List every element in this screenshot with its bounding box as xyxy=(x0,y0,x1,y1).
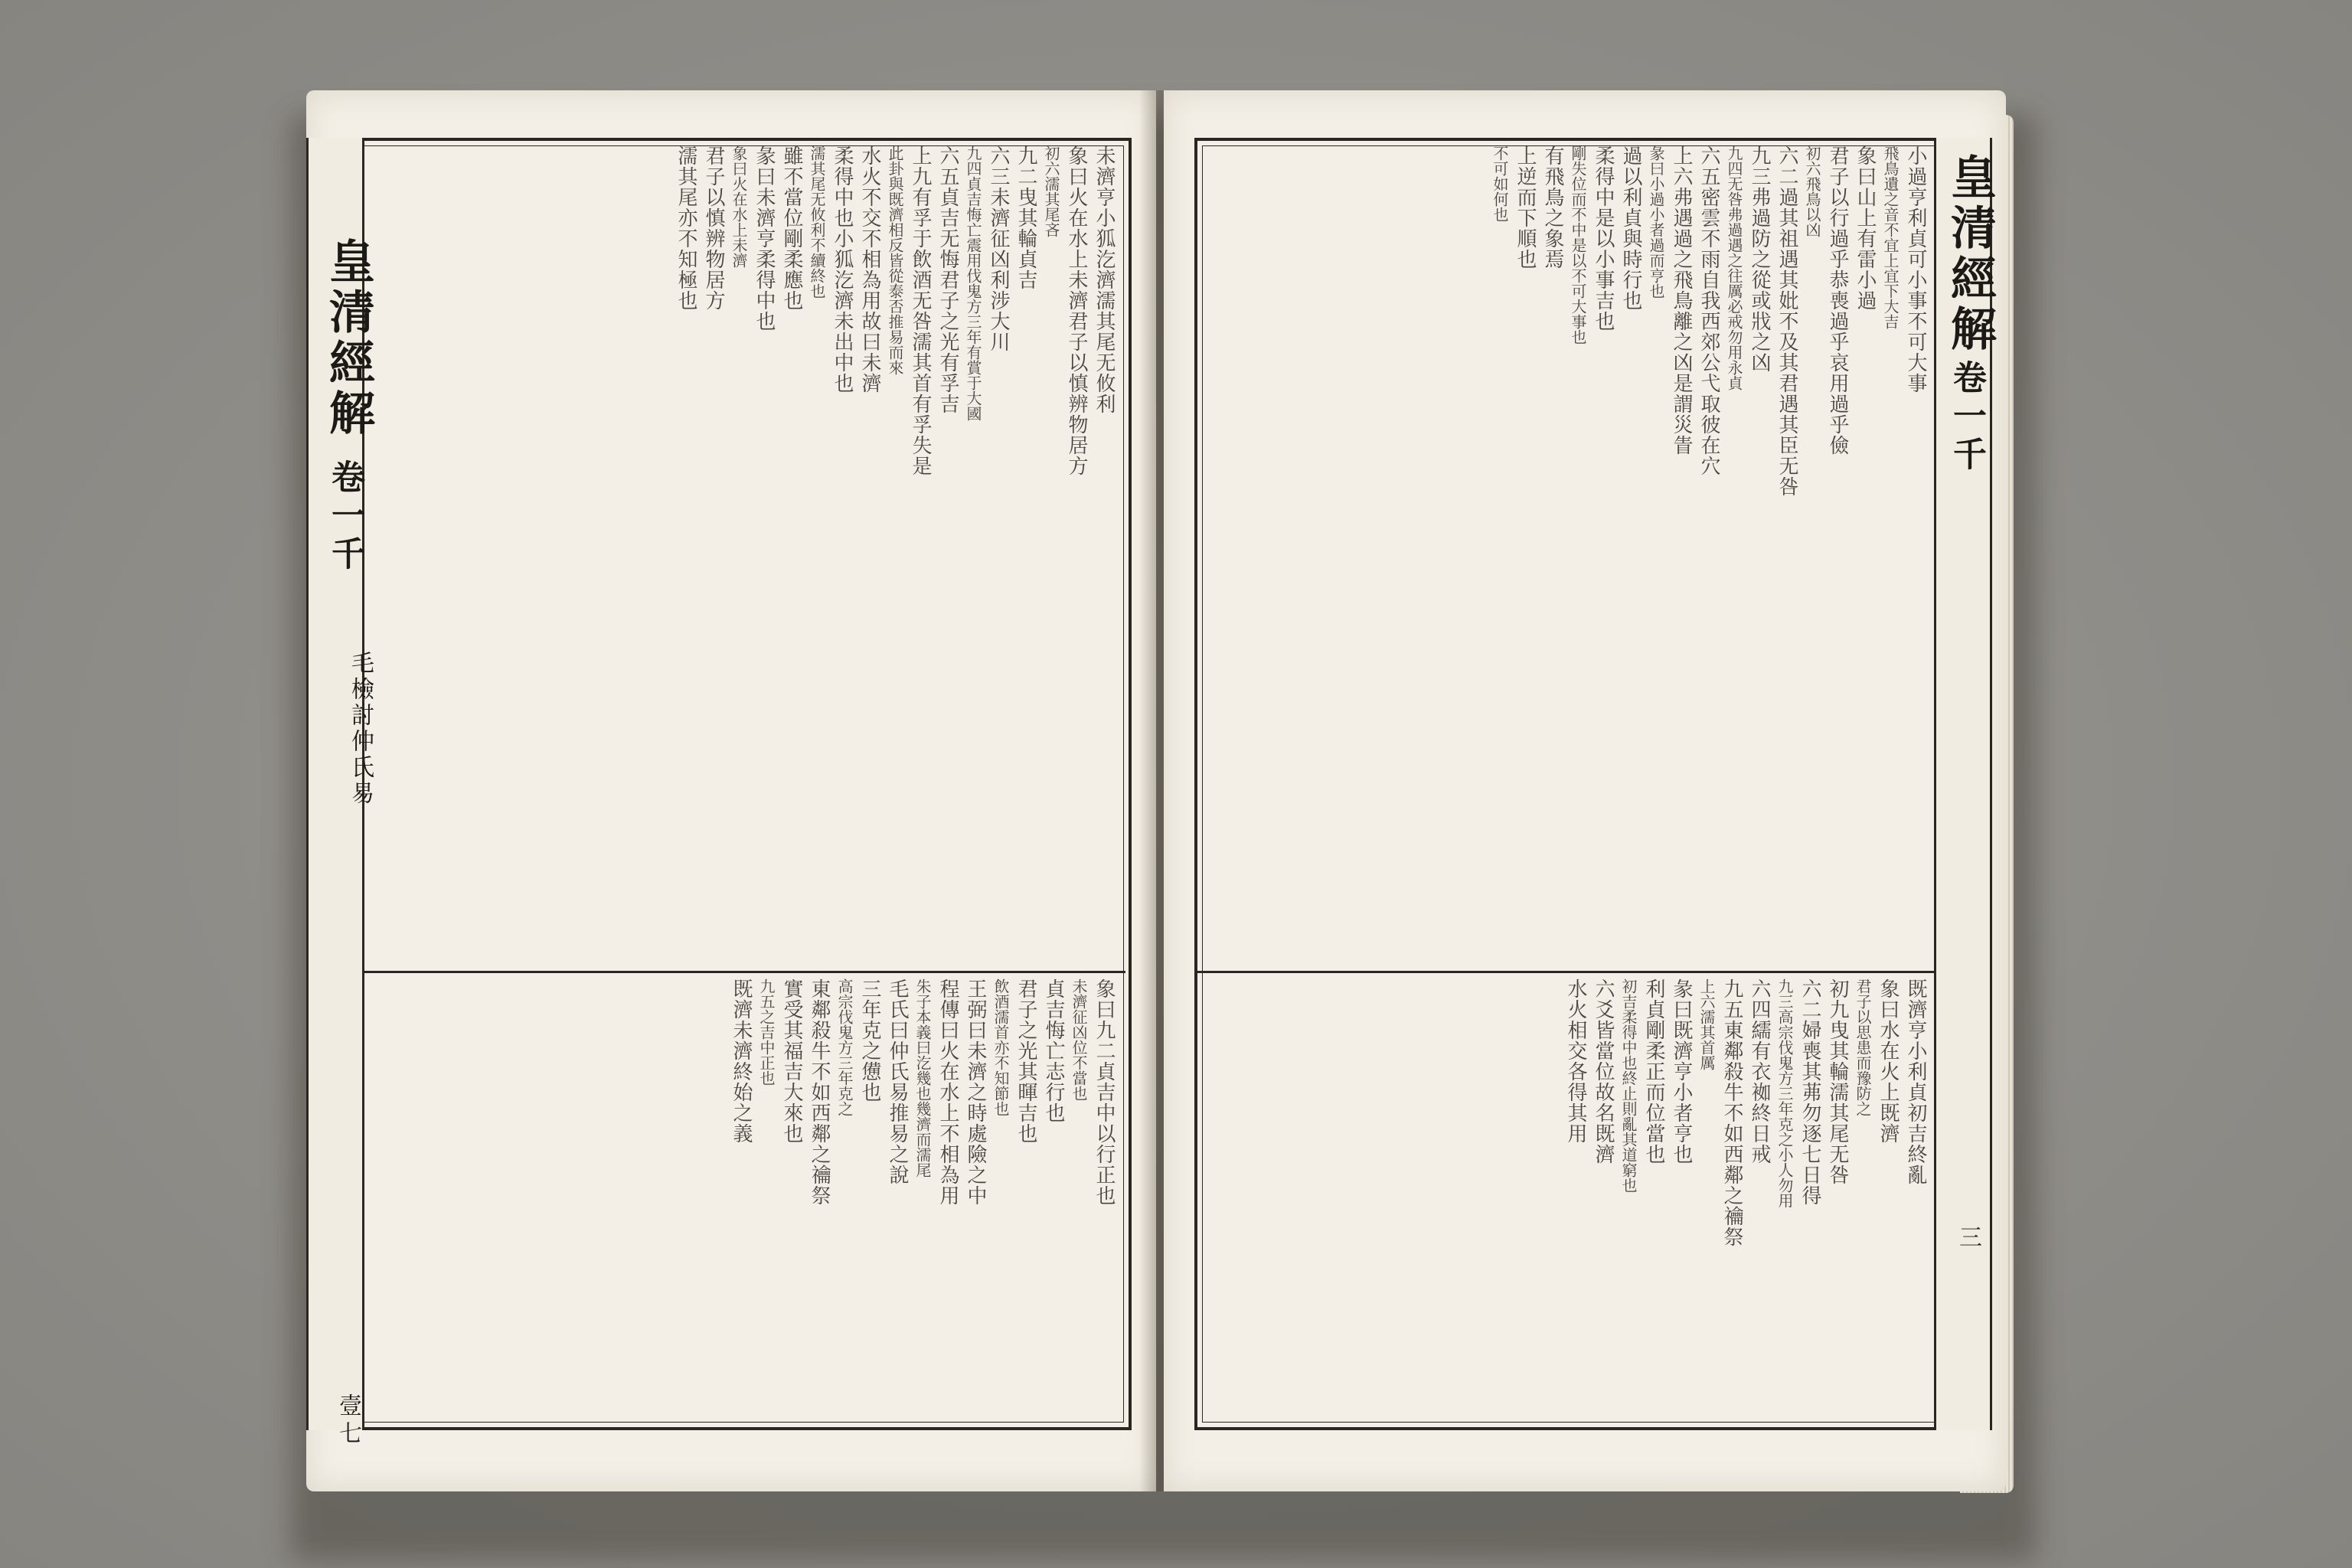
text-column: 初吉柔得中也終止則亂其道窮也 xyxy=(1619,978,1638,1193)
left-author-line: 毛檢討仲氏易 xyxy=(347,651,374,807)
text-column: 不可如何也 xyxy=(1491,145,1509,222)
text-column: 彖曰既濟亨小者亨也 xyxy=(1670,978,1693,1165)
text-column: 象曰九二貞吉中以行正也 xyxy=(1093,978,1116,1206)
text-column: 利貞剛柔正而位當也 xyxy=(1642,978,1665,1165)
text-column: 貞吉悔亡志行也 xyxy=(1042,978,1065,1123)
text-column: 三年克之憊也 xyxy=(858,978,881,1102)
right-upper-text-block xyxy=(1206,145,1929,965)
text-column: 九四无咎弗過遇之往厲必戒勿用永貞 xyxy=(1725,145,1743,390)
text-column: 君子以思患而豫防之 xyxy=(1854,978,1872,1116)
text-column: 初六濡其尾吝 xyxy=(1042,145,1060,237)
text-column: 六五密雲不雨自我西郊公弋取彼在穴 xyxy=(1697,145,1720,476)
left-lower-text-block xyxy=(375,978,1118,1419)
text-column: 六五貞吉无悔君子之光有孚吉 xyxy=(936,145,959,414)
text-column: 彖曰未濟亨柔得中也 xyxy=(753,145,776,332)
text-column: 六四繻有衣袽終日戒 xyxy=(1748,978,1771,1165)
text-column: 飲酒濡首亦不知節也 xyxy=(991,978,1010,1116)
text-column: 九三高宗伐鬼方三年克之小人勿用 xyxy=(1775,978,1794,1208)
text-column: 柔得中也小狐汔濟未出中也 xyxy=(831,145,854,394)
text-column: 濡其尾无攸利不續終也 xyxy=(808,145,826,299)
text-column: 柔得中是以小事吉也 xyxy=(1592,145,1615,332)
text-column: 六二婦喪其茀勿逐七日得 xyxy=(1798,978,1821,1206)
text-column: 君子之光其暉吉也 xyxy=(1014,978,1037,1144)
text-column: 水火不交不相為用故曰未濟 xyxy=(858,145,881,394)
text-column: 六三未濟征凶利涉大川 xyxy=(987,145,1010,352)
text-column: 程傳曰火在水上不相為用 xyxy=(936,978,959,1206)
text-column: 實受其福吉大來也 xyxy=(780,978,803,1144)
text-column: 君子以行過乎恭喪過乎哀用過乎儉 xyxy=(1826,145,1849,456)
left-upper-text-block xyxy=(375,145,1118,965)
text-column: 朱子本義曰汔幾也幾濟而濡尾 xyxy=(913,978,932,1178)
text-column: 濡其尾亦不知極也 xyxy=(675,145,697,311)
text-column: 王弼曰未濟之時處險之中 xyxy=(964,978,987,1206)
left-page-number: 壹七 xyxy=(335,1393,361,1449)
text-column: 初六飛鳥以凶 xyxy=(1803,145,1821,237)
text-column: 六爻皆當位故名既濟 xyxy=(1592,978,1615,1165)
right-lower-text-block xyxy=(1206,978,1929,1419)
text-column: 九三弗過防之從或戕之凶 xyxy=(1748,145,1771,373)
text-column: 未濟亨小狐汔濟濡其尾无攸利 xyxy=(1093,145,1116,414)
text-column: 象曰水在火上既濟 xyxy=(1877,978,1900,1144)
text-column: 水火相交各得其用 xyxy=(1564,978,1587,1144)
right-page-divider xyxy=(1197,971,1975,973)
text-column: 上六弗遇過之飛鳥離之凶是謂災眚 xyxy=(1670,145,1693,456)
text-column: 飛鳥遺之音不宜上宜下大吉 xyxy=(1881,145,1900,329)
text-column: 上九有孚于飲酒无咎濡其首有孚失是 xyxy=(909,145,932,476)
right-page-number: 三 xyxy=(1955,1225,1981,1253)
right-spine-title: 皇清經解 xyxy=(1943,153,1997,355)
text-column: 剛失位而不中是以不可大事也 xyxy=(1569,145,1587,345)
text-column: 象曰山上有雷小過 xyxy=(1854,145,1877,311)
left-page-divider xyxy=(340,971,1125,973)
left-spine-volume: 卷一千 xyxy=(325,459,364,574)
left-spine-title: 皇清經解 xyxy=(322,237,375,439)
text-column: 此卦與既濟相反皆從泰否推易而來 xyxy=(886,145,904,375)
text-column: 既濟未濟終始之義 xyxy=(730,978,753,1144)
text-column: 象曰火在水上未濟君子以慎辨物居方 xyxy=(1065,145,1088,476)
text-column: 毛氏曰仲氏易推易之說 xyxy=(886,978,909,1185)
text-column: 上逆而下順也 xyxy=(1514,145,1537,270)
text-column: 九五之吉中正也 xyxy=(757,978,776,1086)
text-column: 九四貞吉悔亡震用伐鬼方三年有賞于大國 xyxy=(964,145,982,421)
text-column: 象曰火在水上未濟 xyxy=(730,145,748,268)
text-column: 未濟征凶位不當也 xyxy=(1070,978,1088,1101)
text-column: 東鄰殺牛不如西鄰之禴祭 xyxy=(808,978,831,1206)
text-column: 雖不當位剛柔應也 xyxy=(780,145,803,311)
text-column: 九二曳其輪貞吉 xyxy=(1014,145,1037,290)
text-column: 過以利貞與時行也 xyxy=(1619,145,1642,311)
text-column: 高宗伐鬼方三年克之 xyxy=(835,978,854,1116)
text-column: 小過亨利貞可小事不可大事 xyxy=(1904,145,1927,394)
text-column: 初九曳其輪濡其尾无咎 xyxy=(1826,978,1849,1185)
text-column: 六二過其祖遇其妣不及其君遇其臣无咎 xyxy=(1775,145,1798,497)
right-spine-volume: 卷一千 xyxy=(1947,360,1986,475)
text-column: 既濟亨小利貞初吉終亂 xyxy=(1904,978,1927,1185)
text-column: 九五東鄰殺牛不如西鄰之禴祭 xyxy=(1720,978,1743,1247)
text-column: 君子以慎辨物居方 xyxy=(702,145,725,311)
text-column: 有飛鳥之象焉 xyxy=(1541,145,1564,270)
text-column: 彖曰小過小者過而亨也 xyxy=(1647,145,1665,299)
text-column: 上六濡其首厲 xyxy=(1697,978,1716,1070)
